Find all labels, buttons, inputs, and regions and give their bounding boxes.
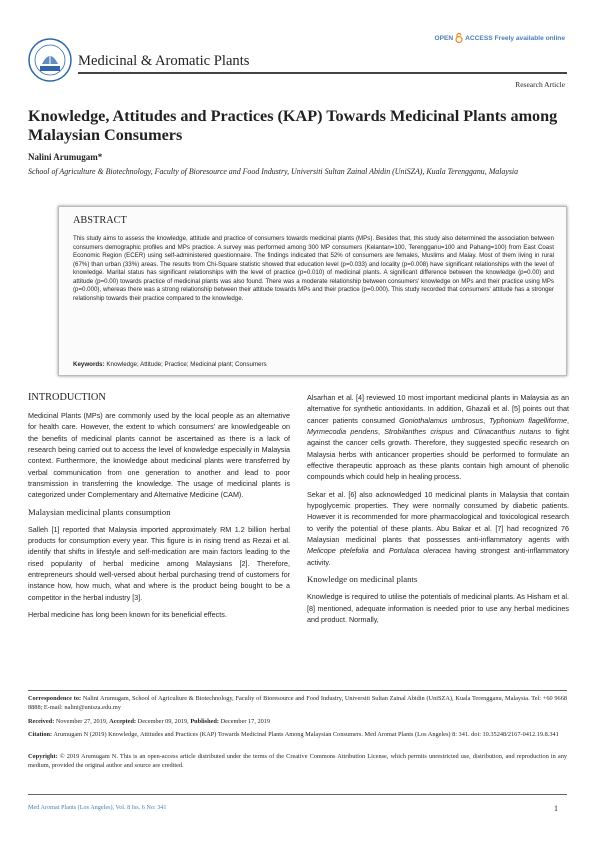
antioxidant-paragraph: Alsarhan et al. [4] reviewed 10 most important medicinal plants in Malaysia as an alternative for synthetic antioxidants. In addition, Ghazali et al. [5] points out that cancer patients consumed Goniothalamus umbrosus, Typhonium flagelliforme, Myrmecodia pendens, Strobilanthes crispus and Clinacanthus nutans to fight against the cancer cells growth. Therefore, they suggested specific research on Malaysia herbs with anticancer properties should be performed to formulate an effective therapeutic approach as these plants contain high amount of phenolic compounds which could help in healing process. bbox=[307, 393, 570, 482]
species-name: Goniothalamus umbrosus bbox=[399, 415, 484, 425]
species-name: Melicope ptelefolia bbox=[307, 546, 369, 556]
keywords-label: Keywords: bbox=[73, 361, 105, 368]
consumption-heading: Malaysian medicinal plants consumption bbox=[28, 506, 171, 517]
abstract-box bbox=[58, 206, 567, 376]
intro-paragraph: Medicinal Plants (MPs) are commonly used by the local people as an alternative for health care. However, the extent to which consumers' are knowledgeable on the benefits of medicinal plants cannot be ascertained as there is a lack of research being carried out to access the level of knowledge especially in Malaysia context. Furthermore, the knowledge about medicinal plants were transferred by verbal communication from one generation to another and lead to poor transmission in transferring the knowledge. The usage of medicinal plants is categorized under Complementary and Alternative Medicine (CAM). bbox=[28, 411, 290, 500]
open-label: OPEN bbox=[434, 34, 454, 42]
open-access-badge[interactable] bbox=[434, 33, 565, 43]
journal-seal-icon bbox=[28, 38, 72, 82]
header-rule bbox=[78, 72, 567, 74]
knowledge-paragraph: Knowledge is required to utilise the potentials of medicinal plants. As Hisham et al. [8] mentioned, adequate information is needed prior to use any herbal medicines and product. Normally, bbox=[307, 592, 569, 624]
footer-journal-citation: Med Aromat Plants (Los Angeles), Vol. 8 Iss. 6 No: 341 bbox=[28, 804, 167, 811]
footer-rule bbox=[28, 794, 567, 795]
citation-note: Citation: Arumugam N (2019) Knowledge, Attitudes and Practices (KAP) Towards Medicinal Plants Among Malaysian Consumers. Med Aromat Plants (Los Angeles) 8: 341. doi: 10.35248/2167-0412.19.8.341 bbox=[28, 731, 559, 738]
consumption-paragraph: Salleh [1] reported that Malaysia imported approximately RM 1.2 billion herbal products for consumption every year. This figure is in rising trend as Rezai et al. identify that shifts in lifestyle and self-medication are main factors leading to the rised popularity of herbal medicine among Malaysians [2]. Therefore, entrepreneurs should well-versed about herbal purchasing trend of customers for instance how, how much, what and where is the product being bought to be a competitor in the herbal industry [3]. bbox=[28, 524, 290, 602]
page-number: 1 bbox=[554, 804, 558, 813]
copyright-note: Copyright: © 2019 Arumugam N. This is an open-access article distributed under the terms of the Creative Commons Attribution License, which permits unrestricted use, distribution, and reproduction in any medium, provided the original author and source are credited. bbox=[28, 753, 567, 770]
keywords-line bbox=[73, 361, 267, 368]
knowledge-heading: Knowledge on medicinal plants bbox=[307, 574, 418, 585]
left-column bbox=[28, 392, 290, 627]
freely-available-label: Freely available online bbox=[494, 34, 565, 42]
author-affiliation: School of Agriculture & Biotechnology, Faculty of Bioresource and Food Industry, Universiti Sultan Zainal Abidin (UniSZA), Kuala Terengganu, Malaysia bbox=[28, 167, 519, 176]
right-column bbox=[307, 392, 569, 631]
open-lock-icon bbox=[455, 33, 463, 43]
article-title: Knowledge, Attitudes and Practices (KAP) Towards Medicinal Plants among Malaysian Consumers bbox=[28, 107, 558, 144]
author-name: Nalini Arumugam* bbox=[28, 152, 103, 162]
access-label: ACCESS bbox=[465, 34, 493, 42]
species-name: Myrmecodia pendens bbox=[307, 427, 378, 437]
species-name: Clinacanthus nutans bbox=[473, 427, 541, 437]
abstract-heading: ABSTRACT bbox=[73, 215, 127, 226]
hypoglycemic-paragraph: Sekar et al. [6] also acknowledged 10 medicinal plants in Malaysia that contain hypoglycemic properties. They were normally consumed by diabetic patients. However it is recommended for more pharmacological and toxicological research to verify the potential of these plants. Abu Bakar et al. [7] had recognized 76 Malaysian medicinal plants that possesses anti-inflammatory agents with Melicope ptelefolia and Portulaca oleracea having strongest anti-inflammatory activity. bbox=[307, 489, 569, 567]
keywords-text: Knowledge; Attitude; Practice; Medicinal plant; Consumers bbox=[106, 361, 267, 368]
species-name: Typhonium flagelliforme bbox=[489, 415, 567, 425]
correspondence-note: Correspondence to: Nalini Arumugam, School of Agriculture & Biotechnology, Faculty of Bioresource and Food Industry, Universiti Sultan Zainal Abidin (UniSZA), Kuala Terengganu, Malaysia. Tel: +60 9668 8888; E-mail: nalini@unisza.edu.my bbox=[28, 695, 567, 712]
species-name: Portulaca oleracea bbox=[388, 546, 451, 556]
abstract-text: This study aims to assess the knowledge, attitude and practice of consumers towards medicinal plants (MPs). Besides that, this study also determined the association between consumers demographic profiles and MPs practice. A survey was performed among 300 MP consumers (Kelantan=100, Terengganu=100 and Pahang=100) from East Coast Economic Region (ECER) using self-administered questionnaire. The findings indicated that 52% of consumers are females, Muslims and Malay. Most of them living in rural (67%) than urban (33%) areas. The results from Chi-Square statistic showed that education level (p=0.033) and locality (p=0.008) have significant relationships with the level of knowledge. Marital status has significant relationships with the level of practice (p=0.010) of medicinal plants. A significant difference between the knowledge (p=0.00) and attitude (p=0.00) towards practice of medicinal plants was also found. There was a moderate relationship between consumers' knowledge on MPs and their practice using MPs (p=0.000), whereas there was a strong relationship between their attitude towards MPs and their practice (p=0.000). This study recorded that consumers' attitude has a stronger relationship towards their practice compared to the knowledge. bbox=[73, 235, 554, 302]
article-type: Research Article bbox=[515, 80, 565, 89]
herbal-paragraph: Herbal medicine has long been known for its beneficial effects. bbox=[28, 610, 227, 620]
dates-note: Received: November 27, 2019, Accepted: December 09, 2019, Published: December 17, 2019 bbox=[28, 718, 271, 725]
introduction-heading: INTRODUCTION bbox=[28, 392, 106, 403]
species-name: Strobilanthes crispus bbox=[384, 427, 454, 437]
footnote-rule bbox=[28, 690, 567, 691]
journal-name: Medicinal & Aromatic Plants bbox=[78, 53, 250, 69]
